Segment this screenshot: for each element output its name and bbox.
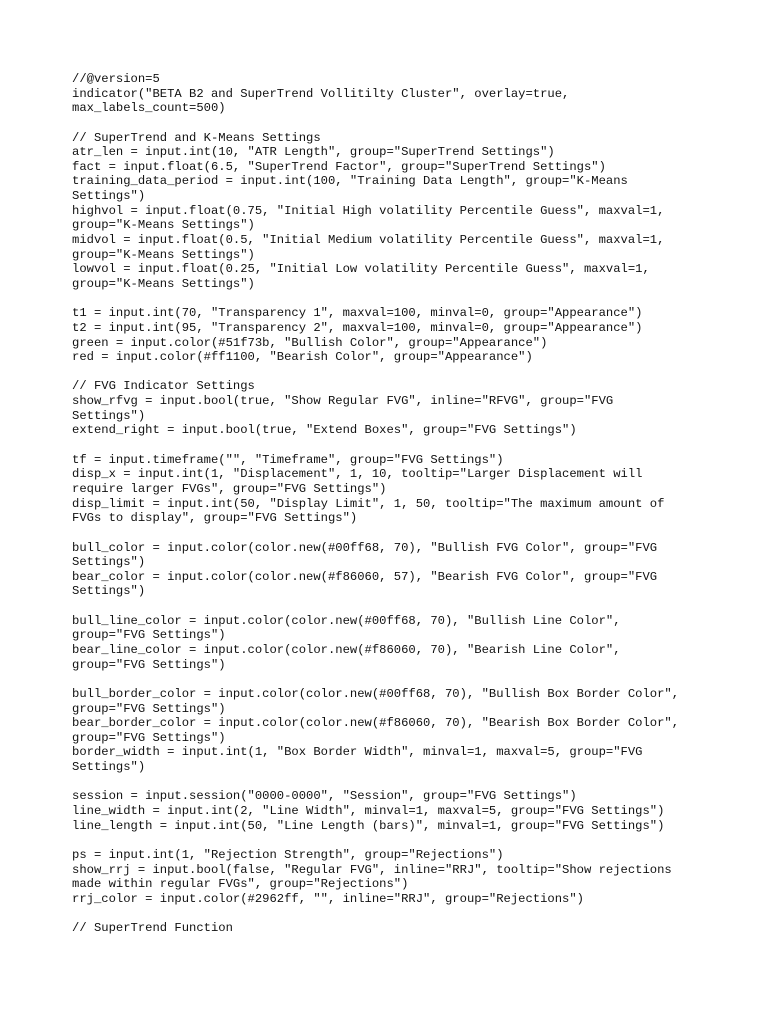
code-line: bull_line_color = input.color(color.new(#00ff68, 70), "Bullish Line Color", [72, 613, 621, 628]
code-line: //@version=5 [72, 72, 160, 86]
code-line: fact = input.float(6.5, "SuperTrend Factor", group="SuperTrend Settings") [72, 159, 606, 174]
code-line: session = input.session("0000-0000", "Session", group="FVG Settings") [72, 789, 577, 804]
blank-line [72, 292, 712, 307]
blank-line [72, 775, 712, 790]
code-line: highvol = input.float(0.75, "Initial High volatility Percentile Guess", maxval=1, [72, 203, 665, 218]
code-line: red = input.color(#ff1100, "Bearish Color", group="Appearance") [72, 350, 533, 365]
blank-line [72, 116, 712, 131]
blank-line [72, 599, 712, 614]
code-line: line_width = input.int(2, "Line Width", minval=1, maxval=5, group="FVG Settings") [72, 804, 665, 819]
code-line: border_width = input.int(1, "Box Border Width", minval=1, maxval=5, group="FVG [72, 745, 643, 760]
code-line: group="K-Means Settings") [72, 247, 255, 262]
blank-line [72, 907, 712, 922]
code-block [72, 72, 712, 936]
code-line: disp_limit = input.int(50, "Display Limit", 1, 50, tooltip="The maximum amount of [72, 496, 665, 511]
code-line: // SuperTrend and K-Means Settings [72, 130, 321, 145]
code-line: Settings") [72, 189, 146, 204]
code-line: indicator("BETA B2 and SuperTrend Vollitilty Cluster", overlay=true, [72, 86, 570, 101]
code-line: show_rfvg = input.bool(true, "Show Regular FVG", inline="RFVG", group="FVG [72, 394, 614, 409]
blank-line [72, 438, 712, 453]
code-line: bear_color = input.color(color.new(#f86060, 57), "Bearish FVG Color", group="FVG [72, 569, 658, 584]
code-line: t1 = input.int(70, "Transparency 1", maxval=100, minval=0, group="Appearance") [72, 306, 643, 321]
code-line: made within regular FVGs", group="Rejections") [72, 877, 409, 892]
code-line: FVGs to display", group="FVG Settings") [72, 511, 358, 526]
code-line: group="FVG Settings") [72, 657, 226, 672]
code-line: // SuperTrend Function [72, 921, 233, 936]
blank-line [72, 672, 712, 687]
code-line: midvol = input.float(0.5, "Initial Medium volatility Percentile Guess", maxval=1, [72, 233, 665, 248]
code-line: Settings") [72, 584, 146, 599]
code-line: rrj_color = input.color(#2962ff, "", inline="RRJ", group="Rejections") [72, 891, 584, 906]
code-line: Settings") [72, 760, 146, 775]
code-line: group="FVG Settings") [72, 628, 226, 643]
code-line: group="FVG Settings") [72, 730, 226, 745]
code-line: atr_len = input.int(10, "ATR Length", group="SuperTrend Settings") [72, 145, 555, 160]
code-line: disp_x = input.int(1, "Displacement", 1, 10, tooltip="Larger Displacement will [72, 467, 643, 482]
code-line: line_length = input.int(50, "Line Length (bars)", minval=1, group="FVG Settings") [72, 818, 665, 833]
code-line: max_labels_count=500) [72, 101, 226, 116]
code-line: bull_border_color = input.color(color.new(#00ff68, 70), "Bullish Box Border Color", [72, 686, 680, 701]
code-line: Settings") [72, 408, 146, 423]
blank-line [72, 526, 712, 541]
code-line: ps = input.int(1, "Rejection Strength", group="Rejections") [72, 847, 504, 862]
blank-line [72, 833, 712, 848]
code-line: tf = input.timeframe("", "Timeframe", group="FVG Settings") [72, 452, 504, 467]
code-line: group="K-Means Settings") [72, 276, 255, 291]
code-line: green = input.color(#51f73b, "Bullish Color", group="Appearance") [72, 335, 548, 350]
code-line: group="FVG Settings") [72, 701, 226, 716]
code-line: bull_color = input.color(color.new(#00ff68, 70), "Bullish FVG Color", group="FVG [72, 540, 658, 555]
code-line: group="K-Means Settings") [72, 218, 255, 233]
code-line: require larger FVGs", group="FVG Settings") [72, 481, 387, 496]
code-line: // FVG Indicator Settings [72, 379, 255, 394]
document-page [72, 72, 712, 936]
code-line: training_data_period = input.int(100, "Training Data Length", group="K-Means [72, 174, 628, 189]
code-line: t2 = input.int(95, "Transparency 2", maxval=100, minval=0, group="Appearance") [72, 320, 643, 335]
code-line: extend_right = input.bool(true, "Extend Boxes", group="FVG Settings") [72, 423, 577, 438]
code-line: bear_line_color = input.color(color.new(#f86060, 70), "Bearish Line Color", [72, 642, 621, 657]
code-line: Settings") [72, 555, 146, 570]
code-line: lowvol = input.float(0.25, "Initial Low volatility Percentile Guess", maxval=1, [72, 262, 650, 277]
code-line: show_rrj = input.bool(false, "Regular FVG", inline="RRJ", tooltip="Show rejections [72, 862, 672, 877]
blank-line [72, 365, 712, 380]
code-line: bear_border_color = input.color(color.new(#f86060, 70), "Bearish Box Border Color", [72, 716, 680, 731]
